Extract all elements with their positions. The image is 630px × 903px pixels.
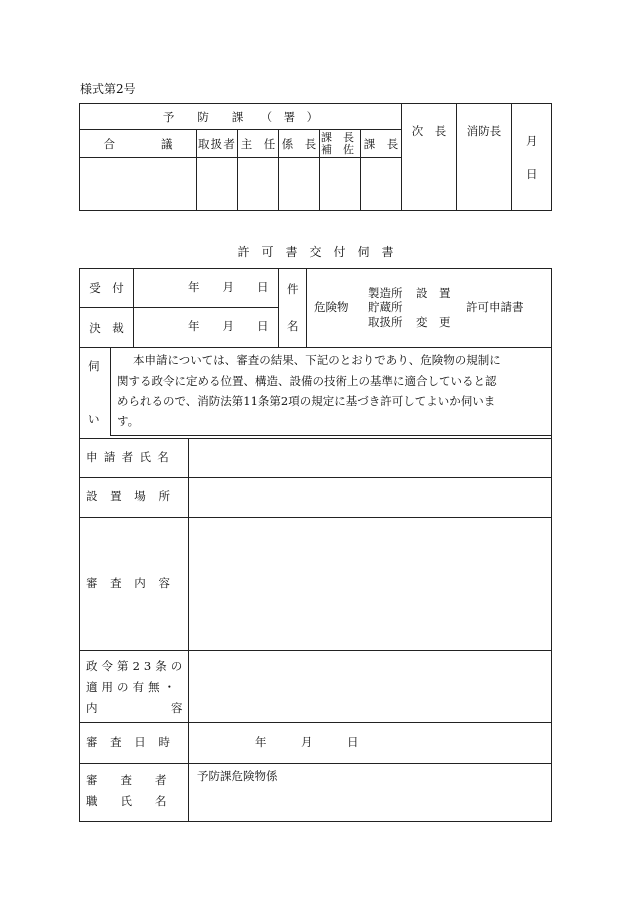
jicho-label: 次 長 [411, 123, 447, 138]
article-label-2: 適用の有無・ [86, 680, 180, 694]
shobocho-label: 消防長 [466, 123, 502, 138]
ukagai-label-2: い [88, 412, 100, 426]
action-henko: 変 更 [416, 315, 451, 329]
ukagai-label-1: 伺 [88, 359, 100, 373]
review-date-label: 審査日時 [86, 735, 183, 749]
review-date-value: 年 月 日 [255, 735, 359, 749]
kyoka-shinseisho: 許可申請書 [466, 300, 524, 314]
article-label-3b: 容 [171, 701, 183, 715]
ukagai-line-2: 関する政令に定める位置、構造、設備の技術上の基準に適合していると認 [117, 374, 497, 388]
gougi-label: 合 議 [103, 136, 173, 151]
ukagai-line-3: められるので、消防法第11条第2項の規定に基づき許可してよいか伺いま [117, 394, 496, 408]
place-toriatsukaisho: 取扱所 [368, 315, 403, 329]
kenmei-label-1: 件 [287, 282, 299, 296]
reviewer-label-1: 審 査 者 [86, 773, 167, 787]
kessai-date: 年 月 日 [188, 319, 269, 333]
ukagai-line-4: す。 [117, 414, 140, 428]
section-header: 予 防 課 （ 署 ） [162, 109, 319, 124]
day-label: 日 [526, 167, 538, 181]
location-label: 設置場所 [86, 489, 183, 503]
month-label: 月 [526, 134, 538, 148]
uketsuke-date: 年 月 日 [188, 280, 269, 294]
document-title: 許 可 書 交 付 伺 書 [237, 244, 394, 259]
applicant-label: 申請者氏名 [86, 450, 176, 464]
place-seizosho: 製造所 [368, 286, 403, 300]
applicant-field[interactable] [189, 439, 551, 477]
form-number: 様式第2号 [80, 82, 136, 96]
article-label-1: 政令第23条の [86, 659, 187, 673]
review-content-label: 審査内容 [86, 576, 183, 590]
reviewer-label-2: 職 氏 名 [86, 794, 167, 808]
uketsuke-label: 受 付 [89, 281, 124, 295]
article-field[interactable] [189, 651, 551, 722]
kakaricho-label: 係 長 [281, 136, 317, 151]
kacho-label: 課 長 [363, 136, 399, 151]
review-content-field[interactable] [189, 518, 551, 650]
shunin-label: 主 任 [240, 136, 276, 151]
ukagai-line-1: 本申請については、審査の結果、下記のとおりであり、危険物の規制に [133, 353, 501, 367]
reviewer-value: 予防課危険物係 [197, 769, 278, 783]
kacho-hosa-label: 課 長 補 佐 [321, 131, 354, 156]
kikenbutsu-text: 危険物 [314, 300, 349, 314]
action-secchi: 設 置 [416, 286, 451, 300]
toriatsukai-label: 取扱者 [198, 136, 236, 151]
kenmei-label-2: 名 [287, 319, 299, 333]
location-field[interactable] [189, 478, 551, 517]
place-chozosho: 貯蔵所 [368, 300, 403, 314]
article-label-3a: 内 [86, 701, 98, 715]
kessai-label: 決 裁 [89, 320, 124, 335]
